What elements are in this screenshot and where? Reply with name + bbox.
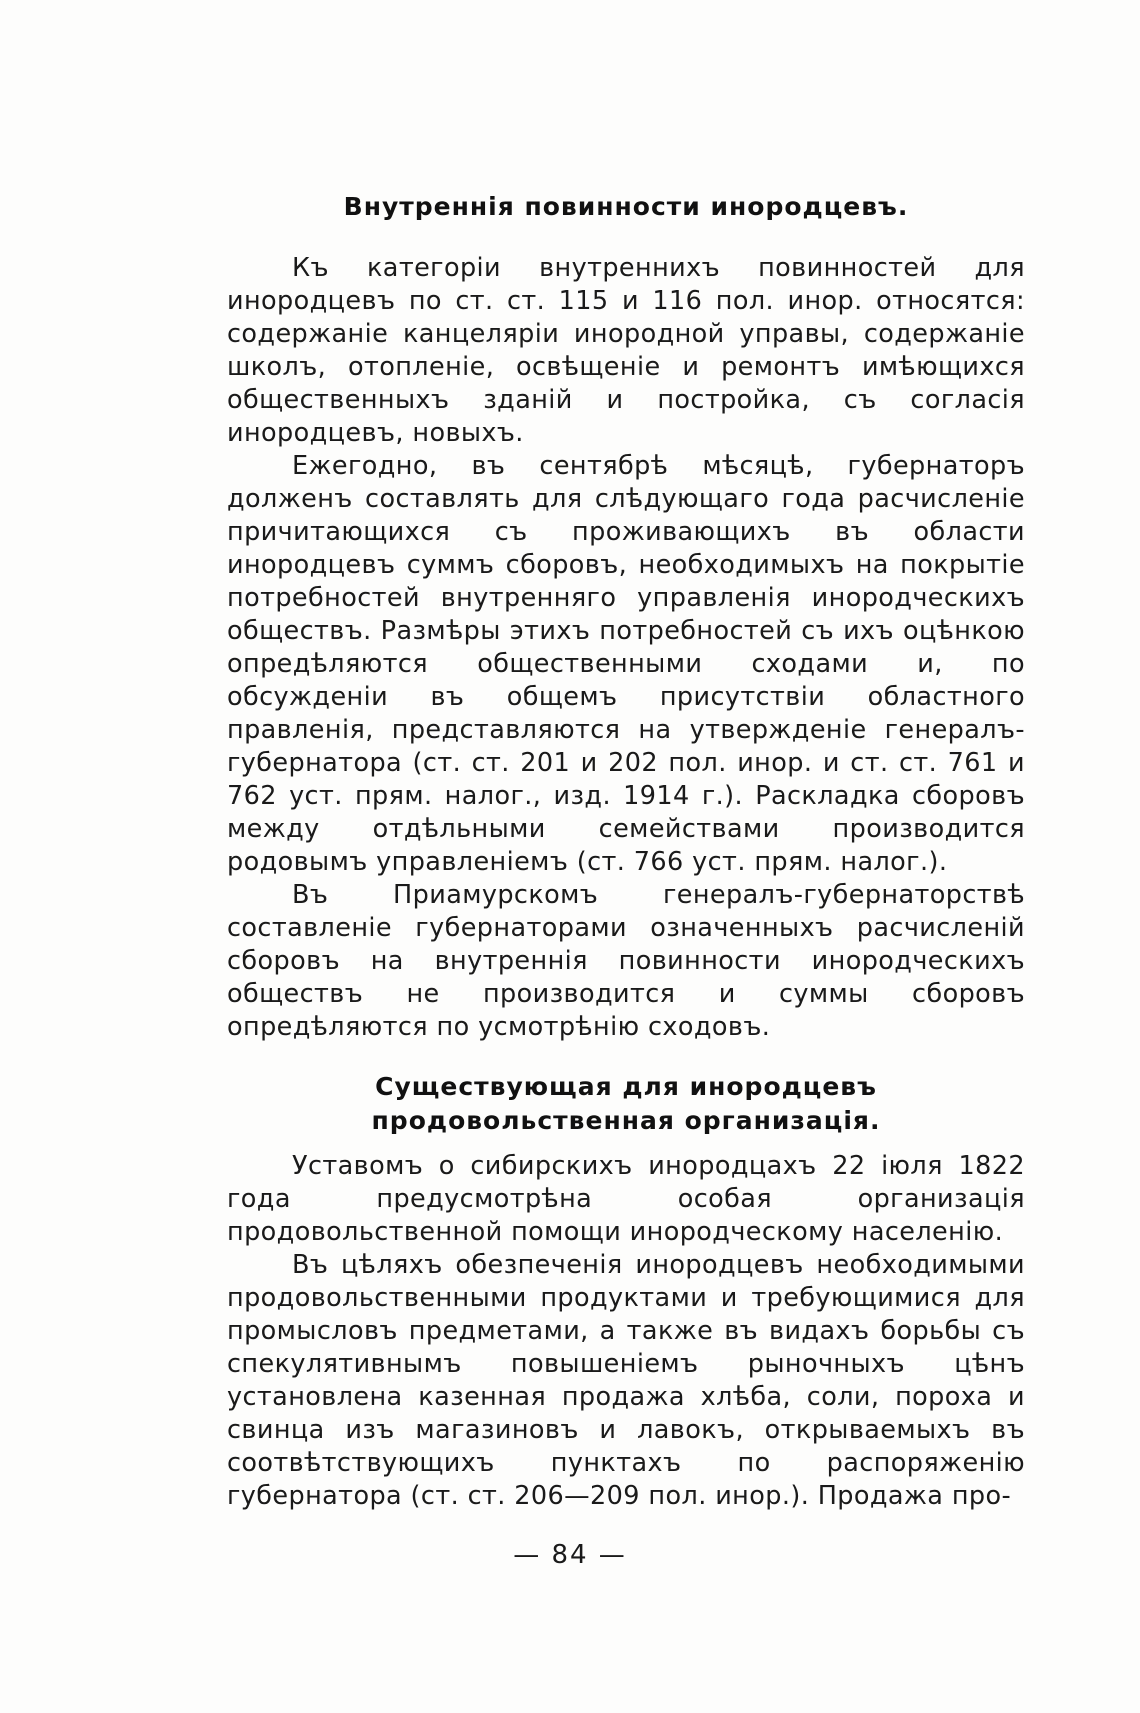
section-body-internal-duties xyxy=(227,252,1025,1044)
page-number: — 84 — xyxy=(513,1540,627,1570)
paragraph: Уставомъ о сибирскихъ инородцахъ 22 іюля 1822 года предусмотрѣна особая организація продовольственной помощи инородческому населенію. xyxy=(227,1151,1025,1247)
paragraph: Ежегодно, въ сентябрѣ мѣсяцѣ, губернаторъ долженъ составлять для слѣдующаго года расчисленіе причитающихся съ проживающихъ въ области инородцевъ суммъ сборовъ, необходимыхъ на покрытіе потребностей внутренняго управленія инородческихъ обществъ. Размѣры этихъ потребностей съ ихъ оцѣнкою опредѣляются общественными сходами и, по обсужденіи въ общемъ присутствіи областного правленія, представляются на утвержденіе генералъ-губернатора (ст. ст. 201 и 202 пол. инор. и ст. ст. 761 и 762 уст. прям. налог., изд. 1914 г.). Раскладка сборовъ между отдѣльными семействами производится родовымъ управленіемъ (ст. 766 уст. прям. налог.). xyxy=(227,451,1025,877)
section-heading-internal-duties: Внутреннія повинности инородцевъ. xyxy=(343,192,909,221)
section-body-food-organization xyxy=(227,1150,1025,1513)
section-heading-food-organization: Существующая для инородцевъ продовольственная организація. xyxy=(371,1072,881,1135)
paragraph: Къ категоріи внутреннихъ повинностей для инородцевъ по ст. ст. 115 и 116 пол. инор. относятся: содержаніе канцеляріи инородной управы, содержаніе школъ, отопленіе, освѣщеніе и ремонтъ имѣющихся общественныхъ зданій и постройка, съ согласія инородцевъ, новыхъ. xyxy=(227,253,1025,448)
paragraph: Въ Приамурскомъ генералъ-губернаторствѣ составленіе губернаторами означенныхъ расчисленій сборовъ на внутреннія повинности инородческихъ обществъ не производится и суммы сборовъ опредѣляются по усмотрѣнію сходовъ. xyxy=(227,880,1025,1042)
paragraph: Въ цѣляхъ обезпеченія инородцевъ необходимыми продовольственными продуктами и требующимися для промысловъ предметами, а также въ видахъ борьбы съ спекулятивнымъ повышеніемъ рыночныхъ цѣнъ установлена казенная продажа хлѣба, соли, пороха и свинца изъ магазиновъ и лавокъ, открываемыхъ въ соотвѣтствующихъ пунктахъ по распоряженію губернатора (ст. ст. 206—209 пол. инор.). Продажа про- xyxy=(227,1250,1025,1511)
